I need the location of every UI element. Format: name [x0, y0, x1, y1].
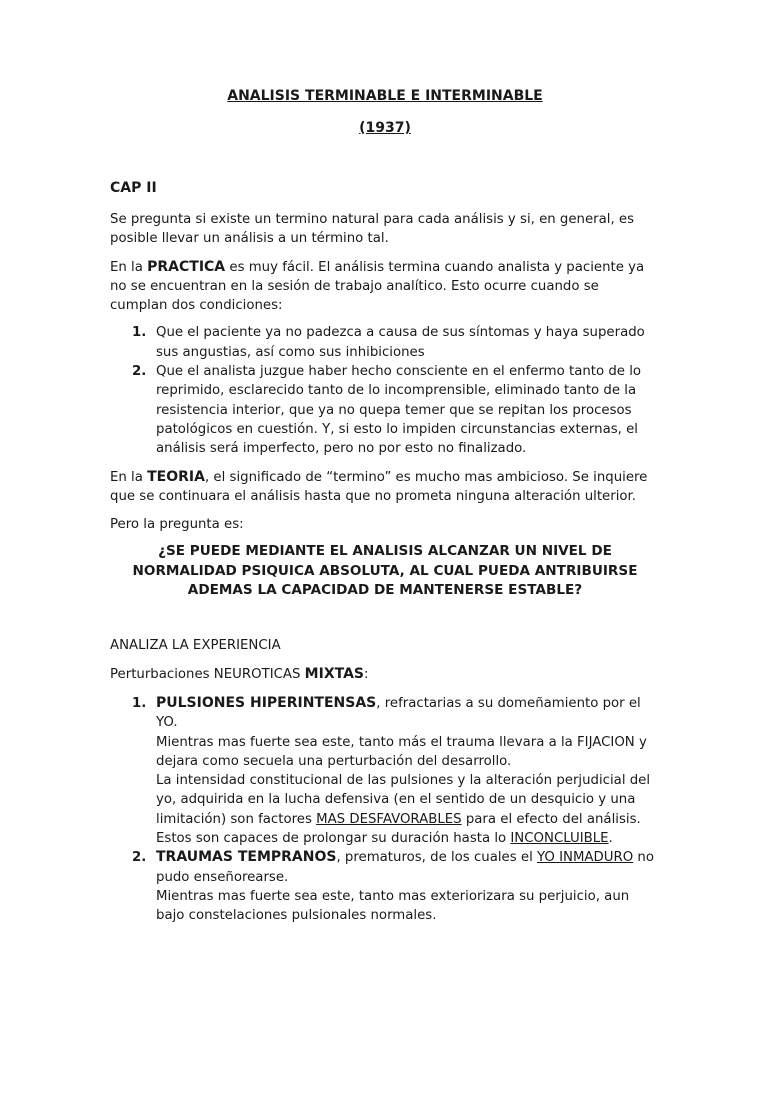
perturbaciones-keyword: MIXTAS [304, 665, 364, 682]
teoria-post: , el significado de “termino” es mucho mas ambicioso. Se inquiere que se continuara el análisis hasta que no prometa ninguna alteración ulterior. [110, 469, 648, 504]
list-number: 2. [132, 364, 147, 380]
list-item [110, 362, 660, 458]
central-question: ¿SE PUEDE MEDIANTE EL ANALISIS ALCANZAR UN NIVEL DE NORMALIDAD PSIQUICA ABSOLUTA, AL CUAL PUEDA ANTRIBUIRSE ADEMAS LA CAPACIDAD DE MANTENERSE ESTABLE? [132, 543, 638, 599]
factor-text: , refractarias a su domeñamiento por el YO. [156, 695, 641, 731]
document-year: (1937) [359, 120, 411, 136]
experiencia-heading: ANALIZA LA EXPERIENCIA [110, 638, 281, 654]
list-number: 1. [132, 695, 147, 711]
list-item [110, 848, 660, 925]
chapter-heading: CAP II [110, 180, 157, 196]
factor-line2: Mientras mas fuerte sea este, tanto más el trauma llevara a la FIJACION y dejara como secuela una perturbación del desarrollo. [156, 734, 647, 769]
teoria-keyword: TEORIA [147, 468, 205, 485]
list-number: 2. [132, 850, 147, 866]
perturbaciones-pre: Perturbaciones NEUROTICAS [110, 666, 305, 682]
underlined-term: YO INMADURO [536, 850, 634, 866]
factor-text-end: no pudo enseñorearse. [156, 850, 654, 885]
underlined-term: INCONCLUIBLE [510, 831, 609, 847]
list-item-text: Que el paciente ya no padezca a causa de sus síntomas y haya superado sus angustias, así como sus inhibiciones [156, 325, 645, 360]
underlined-term: MAS DESFAVORABLES [316, 811, 462, 827]
practica-post: es muy fácil. El análisis termina cuando analista y paciente ya no se encuentran en la sesión de trabajo analítico. Esto ocurre cuando se cumplan dos condiciones: [110, 259, 645, 314]
question-intro: Pero la pregunta es: [110, 517, 244, 533]
factor-line2: Mientras mas fuerte sea este, tanto mas exteriorizara su perjuicio, aun bajo constelaciones pulsionales normales. [156, 888, 630, 924]
document-title: ANALISIS TERMINABLE E INTERMINABLE [227, 88, 543, 104]
factor-text: , prematuros, de los cuales el [336, 850, 537, 866]
document-page [0, 88, 768, 1112]
perturbaciones-line [110, 665, 660, 684]
list-item [110, 323, 660, 362]
intro-paragraph: Se pregunta si existe un termino natural para cada análisis y si, en general, es posible llevar un análisis a un término tal. [110, 212, 635, 247]
factors-list [110, 694, 660, 926]
list-item [110, 694, 660, 848]
factor-line3-pre: La intensidad constitucional de las pulsiones y la alteración perjudicial del yo, adquirida en la lucha defensiva (en el sentido de un desquicio y una limitación) son factores [156, 773, 651, 827]
list-item-text: Que el analista juzgue haber hecho consciente en el enfermo tanto de lo reprimido, esclarecido tanto de lo incomprensible, eliminado tanto de la resistencia interior, que ya no quepa temer que se repitan los procesos patológicos en cuestión. Y, si esto lo impiden circunstancias externas, el análisis será imperfecto, pero no por esto no finalizado. [156, 364, 642, 457]
practica-keyword: PRACTICA [147, 258, 226, 275]
list-number: 1. [132, 325, 147, 341]
teoria-pre: En la [110, 469, 148, 485]
practica-pre: En la [110, 259, 148, 275]
teoria-paragraph [110, 468, 660, 507]
perturbaciones-post: : [364, 666, 369, 682]
practica-paragraph [110, 258, 660, 316]
factor-line3-mid: para el efecto del análisis. Estos son capaces de prolongar su duración hasta lo [156, 811, 641, 847]
factor-keyword: TRAUMAS TEMPRANOS [156, 849, 337, 866]
factor-keyword: PULSIONES HIPERINTENSAS [156, 694, 377, 711]
factor-line3-end: . [608, 831, 613, 847]
conditions-list [110, 323, 660, 458]
